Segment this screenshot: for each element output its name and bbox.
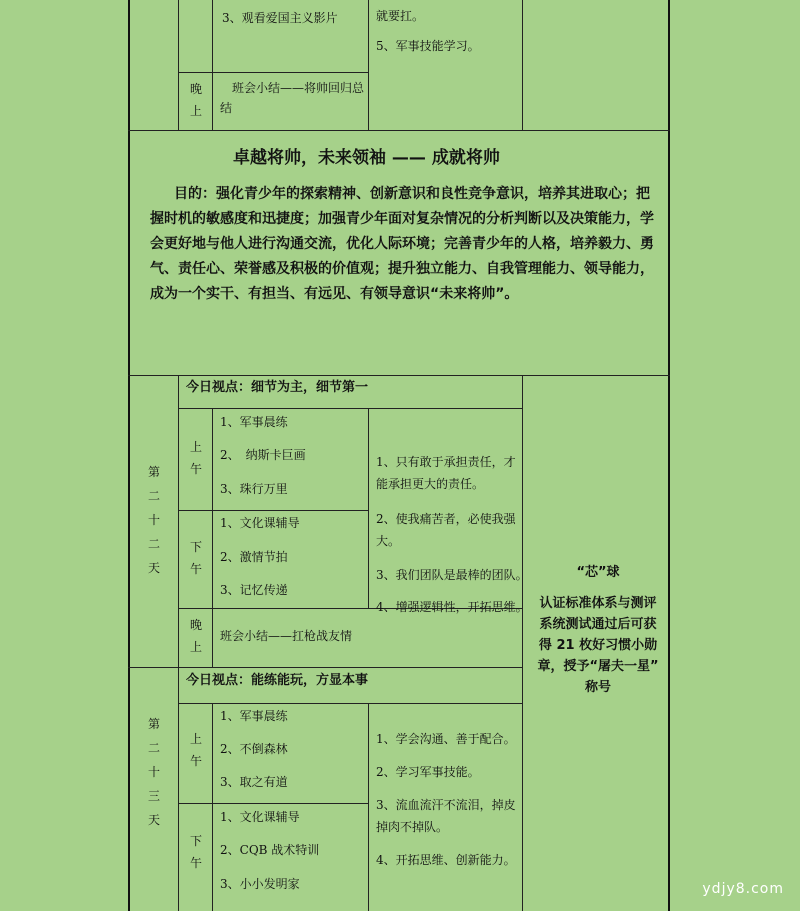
award-line: 认证标准体系与测评 <box>539 596 657 611</box>
top-evening-line2: 结 <box>220 101 233 115</box>
divider <box>368 408 369 608</box>
day22-morning-label: 上午 <box>189 440 202 476</box>
slogan-heading: 卓越将帅，未来领袖 —— 成就将帅 <box>233 148 500 168</box>
day23-afternoon-item: 2、CQB 战术特训 <box>220 843 320 857</box>
divider <box>212 703 213 911</box>
divider <box>522 375 523 911</box>
divider <box>368 703 369 911</box>
day23-label: 第二十三天 <box>147 717 160 827</box>
day23-viewpoint: 今日视点：能练能玩，方显本事 <box>186 673 369 688</box>
day22-evening-item: 班会小结——扛枪战友情 <box>220 629 353 643</box>
divider <box>128 130 670 131</box>
top-goal-continued: 就要扛。 <box>376 9 425 23</box>
day23-morning-item: 3、取之有道 <box>220 775 288 789</box>
divider <box>178 72 368 73</box>
purpose-paragraph: 目的：强化青少年的探索精神、创新意识和良性竞争意识，培养其进取心；把握时机的敏感度和迅捷度；加强青少年面对复杂情况的分析判断以及决策能力，学会更好地与他人进行沟通交流，优化人际环境；完善青少年的人格，培养毅力、勇气、责任心、荣誉感及积极的价值观；提升独立能力、自我管理能力、领导能力，成为一个实干、有担当、有远见、有领导意识“未来将帅”。 <box>150 186 654 302</box>
day22-afternoon-label: 下午 <box>189 540 202 576</box>
day22-viewpoint: 今日视点：细节为主，细节第一 <box>186 380 369 395</box>
divider <box>178 408 522 409</box>
day23-goal-3: 3、流血流汗不流泪，掉皮 <box>376 798 516 812</box>
top-evening-label: 晚上 <box>189 82 202 118</box>
day22-afternoon-item: 2、激情节拍 <box>220 550 288 564</box>
divider <box>368 0 369 130</box>
divider <box>178 0 179 130</box>
divider <box>178 375 179 911</box>
award-line: 得 21 枚好习惯小勋 <box>538 638 658 653</box>
divider <box>212 0 213 130</box>
day22-goal-1-cont: 能承担更大的责任。 <box>376 477 485 491</box>
day22-label: 第二十二天 <box>147 465 160 575</box>
top-item-3: 3、观看爱国主义影片 <box>222 11 338 25</box>
day23-goal-3-cont: 掉肉不掉队。 <box>376 820 449 834</box>
day22-goal-1: 1、只有敢于承担责任，才 <box>376 455 516 469</box>
award-line: 系统测试通过后可获 <box>539 617 657 632</box>
divider <box>522 0 523 130</box>
day22-afternoon-item: 3、记忆传递 <box>220 583 288 597</box>
day22-afternoon-item: 1、文化课辅导 <box>220 516 300 530</box>
day23-goal-4: 4、开拓思维、创新能力。 <box>376 853 516 867</box>
day23-goal-2: 2、学习军事技能。 <box>376 765 480 779</box>
divider <box>128 667 522 668</box>
day22-goal-2: 2、使我痛苦者，必使我强 <box>376 512 516 526</box>
divider <box>178 510 368 511</box>
day22-evening-label: 晚上 <box>189 618 202 654</box>
top-goal-5: 5、军事技能学习。 <box>376 39 480 53</box>
divider <box>128 375 670 376</box>
day23-morning-label: 上午 <box>189 732 202 768</box>
day22-morning-item: 2、 纳斯卡巨画 <box>220 448 306 462</box>
divider <box>212 408 213 667</box>
divider <box>178 803 368 804</box>
day22-goal-3: 3、我们团队是最棒的团队。 <box>376 568 528 582</box>
day22-goal-2-cont: 大。 <box>376 534 401 548</box>
day22-goal-4: 4、增强逻辑性，开拓思维。 <box>376 600 528 614</box>
day23-morning-item: 1、军事晨练 <box>220 709 288 723</box>
day23-afternoon-label: 下午 <box>189 834 202 870</box>
award-line: 章，授予“屠夫一星” <box>537 659 659 674</box>
day22-morning-item: 1、军事晨练 <box>220 415 288 429</box>
top-evening-line1: 班会小结——将帅回归总 <box>232 81 365 95</box>
day23-afternoon-item: 1、文化课辅导 <box>220 810 300 824</box>
day23-goal-1: 1、学会沟通、善于配合。 <box>376 732 516 746</box>
day23-afternoon-item: 3、小小发明家 <box>220 877 300 891</box>
divider <box>178 703 522 704</box>
watermark: ydjy8.com <box>702 881 784 897</box>
day23-morning-item: 2、不倒森林 <box>220 742 288 756</box>
award-line: 称号 <box>584 680 611 695</box>
day22-morning-item: 3、珠行万里 <box>220 482 288 496</box>
award-title: “芯”球 <box>576 565 620 580</box>
award-block <box>528 562 668 698</box>
